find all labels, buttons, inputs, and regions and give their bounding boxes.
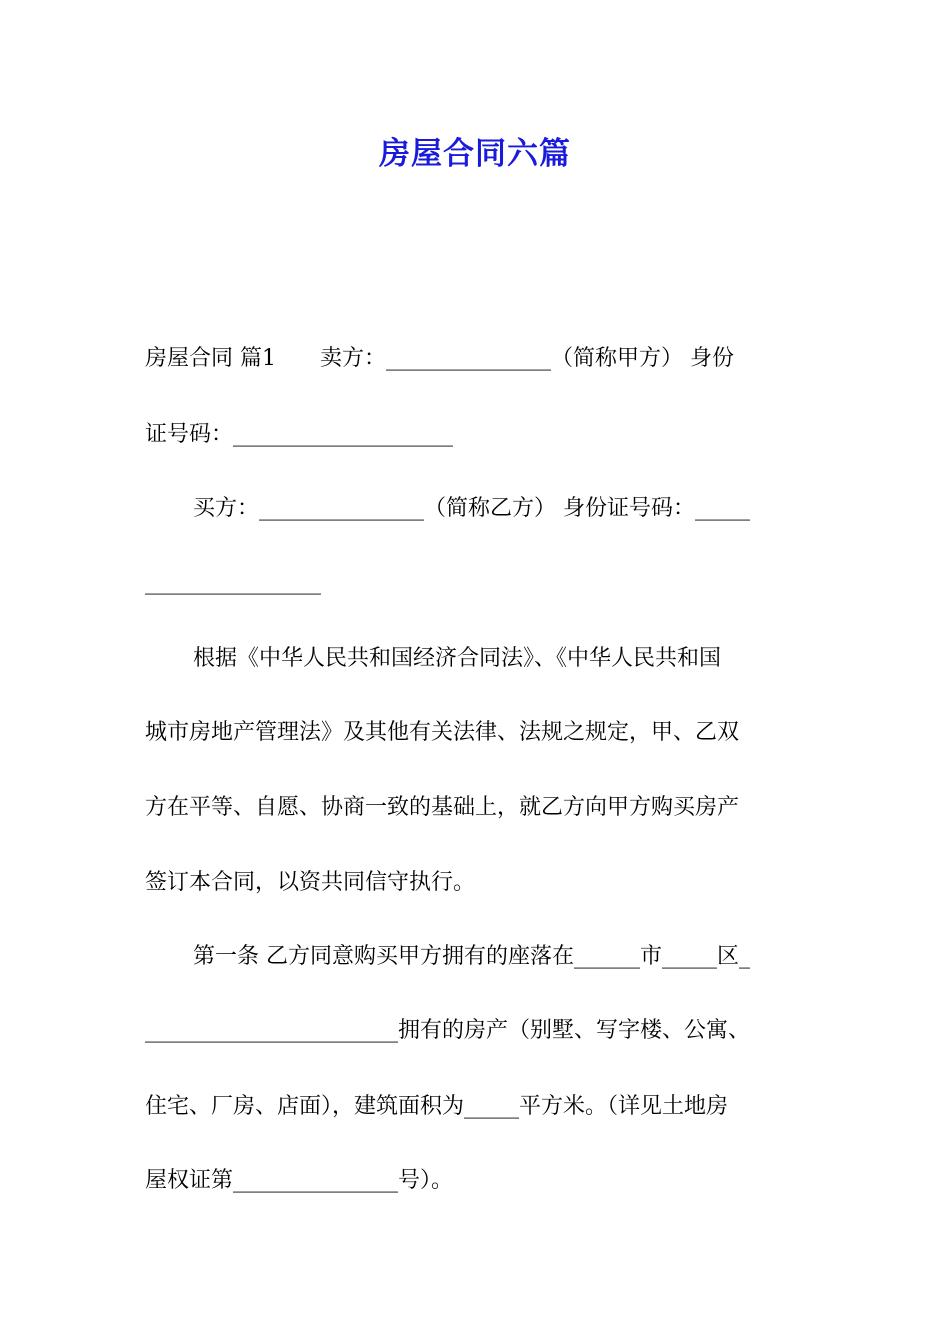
paragraph-line: 城市房地产管理法》及其他有关法律、法规之规定，甲、乙双: [145, 720, 740, 745]
document-title: 房屋合同六篇: [379, 136, 571, 172]
paragraph-line: 第一条 乙方同意购买甲方拥有的座落在______市_____区_: [193, 944, 750, 969]
paragraph-line: 签订本合同，以资共同信守执行。: [145, 870, 476, 895]
paragraph-line: 方在平等、自愿、协商一致的基础上，就乙方向甲方购买房产: [145, 795, 740, 820]
paragraph-line: ________________: [145, 570, 321, 595]
paragraph-line: 根据《中华人民共和国经济合同法》、《中华人民共和国: [193, 646, 722, 671]
paragraph-line: 住宅、厂房、店面），建筑面积为_____平方米。（详见土地房: [145, 1094, 729, 1119]
paragraph-line: 房屋合同 篇1 卖方：_______________（简称甲方） 身份: [145, 346, 734, 371]
paragraph-line: 买方：_______________（简称乙方） 身份证号码：_____: [193, 496, 750, 521]
paragraph-line: 证号码：____________________: [145, 422, 454, 447]
paragraph-line: 屋权证第_______________号）。: [145, 1168, 454, 1193]
paragraph-line: _______________________拥有的房产（别墅、写字楼、公寓、: [145, 1018, 751, 1043]
